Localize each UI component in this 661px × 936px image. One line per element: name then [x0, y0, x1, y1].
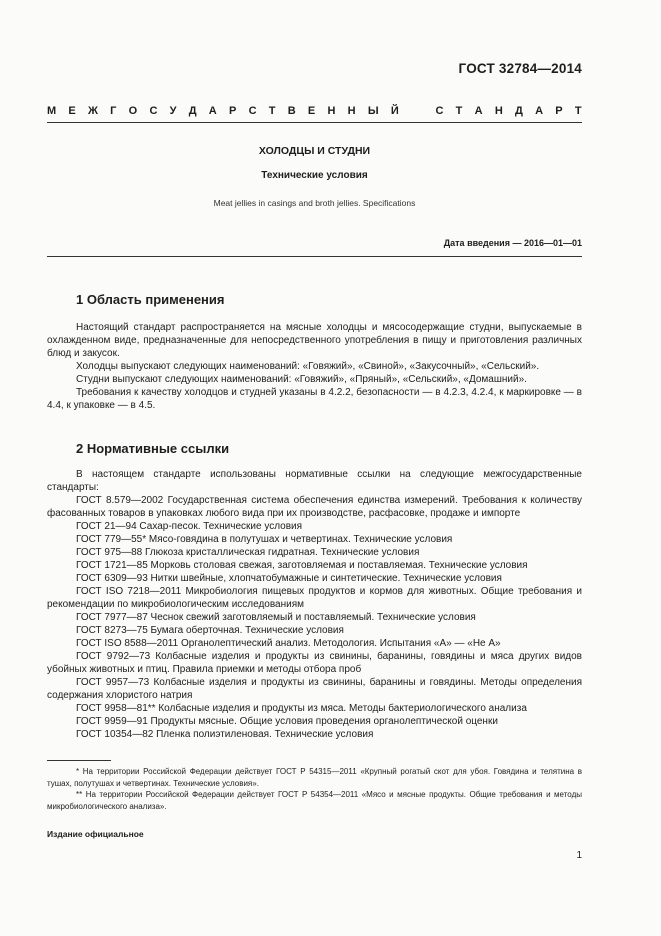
banner-letter: Т: [574, 105, 582, 117]
reference-item: ГОСТ 975—88 Глюкоза кристаллическая гидратная. Технические условия: [76, 547, 420, 558]
reference-item: ГОСТ 21—94 Сахар-песок. Технические условия: [76, 521, 303, 532]
reference-item: ГОСТ 9958—81** Колбасные изделия и продукты из мяса. Методы бактериологического анализа: [76, 703, 527, 714]
banner-letter: Т: [268, 105, 276, 117]
paragraph: Студни выпускают следующих наименований: «Говяжий», «Пряный», «Сельский», «Домашний».: [76, 374, 527, 385]
banner-letter: О: [128, 105, 138, 117]
document-subtitle: Технические условия: [261, 170, 368, 181]
banner-letter: У: [169, 105, 177, 117]
section-2-body: [47, 468, 582, 741]
banner-letter: В: [287, 105, 296, 117]
banner-letter: Р: [555, 105, 563, 117]
footnote: * На территории Российской Федерации действует ГОСТ Р 54315—2011 «Крупный рогатый скот для убоя. Говядина и телятина в тушах, полутушах и четвертинах. Технические условия».: [47, 767, 582, 788]
banner-letter: Е: [307, 105, 316, 117]
reference-item: ГОСТ 9957—73 Колбасные изделия и продукты из свинины, баранины и говядины. Методы определения содержания хлористого натрия: [47, 677, 582, 701]
paragraph: Требования к качеству холодцов и студней указаны в 4.2.2, безопасности — в 4.2.3, 4.2.4, к маркировке — в 4.4, к упаковке — в 4.5.: [47, 387, 582, 411]
reference-item: ГОСТ 9792—73 Колбасные изделия и продукты из свинины, баранины, говядины и мяса других видов убойных животных и птиц. Правила приемки и методы отбора проб: [47, 651, 582, 675]
banner-letter: Ы: [367, 105, 379, 117]
document-title: ХОЛОДЦЫ И СТУДНИ: [258, 145, 371, 157]
reference-item: ГОСТ 8.579—2002 Государственная система обеспечения единства измерений. Требования к количеству фасованных товаров в упаковках любого вида при их производстве, расфасовке, продаже и импорте: [47, 495, 582, 519]
reference-item: ГОСТ 7977—87 Чеснок свежий заготовляемый и поставляемый. Технические условия: [76, 612, 476, 623]
banner-letter: С: [149, 105, 158, 117]
banner-letter: Н: [327, 105, 336, 117]
paragraph: Холодцы выпускают следующих наименований: «Говяжий», «Свиной», «Закусочный», «Сельский».: [76, 361, 540, 372]
header-rule: [47, 122, 582, 123]
reference-item: ГОСТ 6309—93 Нитки швейные, хлопчатобумажные и синтетические. Технические условия: [76, 573, 502, 584]
reference-item: ГОСТ 1721—85 Морковь столовая свежая, заготовляемая и поставляемая. Технические условия: [76, 560, 528, 571]
introduction-date: Дата введения — 2016—01—01: [443, 238, 582, 248]
section-1-body: [47, 321, 582, 412]
reference-item: ГОСТ ISO 7218—2011 Микробиология пищевых продуктов и кормов для животных. Общие требования и рекомендации по микробиологическим исследованиям: [47, 586, 582, 610]
reference-item: ГОСТ ISO 8588—2011 Органолептический анализ. Методология. Испытания «А» — «Не А»: [76, 638, 501, 649]
banner-letter: С: [248, 105, 257, 117]
paragraph: Настоящий стандарт распространяется на мясные холодцы и мясосодержащие студни, выпускаемые в охлажденном виде, предназначенные для непосредственного употребления в пищу и приготовления различных блюд и закусок.: [47, 322, 582, 359]
reference-item: ГОСТ 8273—75 Бумага оберточная. Технические условия: [76, 625, 344, 636]
footnote: ** На территории Российской Федерации действует ГОСТ Р 54354—2011 «Мясо и мясные продукты. Общие требования и методы микробиологического анализа».: [47, 790, 582, 811]
banner-letter: Ж: [87, 105, 98, 117]
banner-letter: Д: [515, 105, 523, 117]
reference-item: ГОСТ 10354—82 Пленка полиэтиленовая. Технические условия: [76, 729, 374, 740]
section-2-heading: 2 Нормативные ссылки: [76, 441, 230, 456]
banner-letter: М: [47, 105, 57, 117]
banner-letter: Р: [228, 105, 237, 117]
banner-letter: А: [474, 105, 483, 117]
banner-letter: Е: [68, 105, 76, 117]
gost-number: ГОСТ 32784—2014: [458, 61, 582, 76]
interstate-standard-banner: [47, 105, 582, 117]
banner-letter: С: [435, 105, 444, 117]
banner-letter: Т: [455, 105, 463, 117]
banner-letter: Н: [494, 105, 503, 117]
banner-letter: Г: [110, 105, 117, 117]
paragraph: В настоящем стандарте использованы нормативные ссылки на следующие межгосударственные стандарты:: [47, 469, 582, 493]
banner-letter: Н: [347, 105, 356, 117]
banner-letter: А: [535, 105, 544, 117]
banner-letter: А: [208, 105, 217, 117]
page-number: 1: [576, 850, 582, 861]
banner-letter: Й: [390, 105, 399, 117]
section-1-heading: 1 Область применения: [76, 292, 225, 307]
document-english-title: Meat jellies in casings and broth jellies. Specifications: [213, 198, 416, 208]
reference-item: ГОСТ 779—55* Мясо-говядина в полутушах и четвертинах. Технические условия: [76, 534, 453, 545]
footnotes: [47, 766, 582, 812]
date-rule: [47, 256, 582, 257]
edition-label: Издание официальное: [47, 829, 144, 839]
footnote-rule: [47, 760, 111, 761]
reference-item: ГОСТ 9959—91 Продукты мясные. Общие условия проведения органолептической оценки: [76, 716, 498, 727]
banner-letter: Д: [188, 105, 197, 117]
